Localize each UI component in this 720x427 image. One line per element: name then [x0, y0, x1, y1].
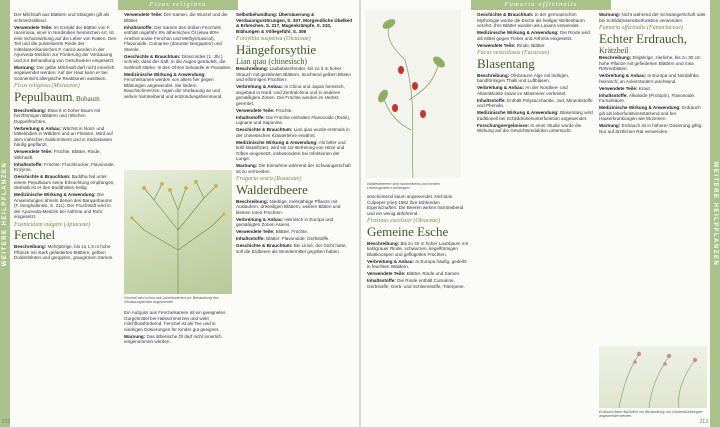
text: Heimisch in Europa und gemäßigten Zonen Asiens.: [236, 216, 334, 227]
fennel-photo: [124, 170, 232, 294]
plant-title: Blasentang: [477, 55, 535, 71]
column-6: [599, 12, 707, 342]
text: Wächst in Nord- und Mittelindien in Wäldern und an Flüssen. Wird auf dem indischen Subkontinent und in Südostasien häufig gepflanzt.: [14, 125, 113, 147]
label: Inhaltsstoffe:: [236, 236, 265, 241]
side-tab-left-label: WEITERE HEILPFLANZEN: [2, 161, 8, 266]
plant-subname: Bobaum: [76, 94, 100, 103]
plant-title: Walderdbeere: [236, 181, 308, 197]
label: Geschichte & Brauchtum:: [14, 174, 71, 179]
fennel-caption: Fenchel wird schon seit Jahrhunderten zur Behandlung des Verdauungstrakts angewendet.: [124, 296, 219, 305]
label: Medizinische Wirkung & Anwendung:: [124, 71, 206, 77]
strawberry-photo: [365, 10, 461, 178]
banner-right: Fumaria officinalis: [471, 0, 611, 10]
plant-subtitle: Lian qiao (chinesisch): [236, 56, 308, 66]
label: Beschreibung:: [599, 55, 632, 60]
label: Verbreitung & Anbau:: [367, 258, 415, 264]
text: Die Früchte enthalten Flavonoide (Rutin), Lignane und Saponine.: [236, 114, 351, 125]
label: Medizinische Wirkung & Anwendung:: [477, 110, 559, 115]
label: Verwendete Teile:: [14, 24, 53, 30]
text: Übersäuerung & Verdauungsstörungen, S. 307, Morgendliche Übelkeit & Erbrechen, S. 317, Magenkrämpfe, S. 310, Blähungen & Völlegefühl, S. 306: [236, 12, 353, 34]
page-number-left: 212: [2, 419, 11, 425]
label: Beschreibung:: [367, 240, 400, 246]
label: Verwendete Teile:: [124, 12, 163, 17]
strawberry-caption: Walderdbeeren sind harntreibend und werden Lebensgeistern vorbeugen.: [367, 182, 441, 191]
text: Der gelbe Milchsaft darf nicht innerlich angewendet werden. Auf der Haut kann er bei Sonnenlicht allergische Reaktionen auslösen.: [14, 64, 115, 81]
side-tab-left: [0, 0, 10, 427]
label: Warnung:: [124, 333, 146, 339]
plant-name: Pepulbaum: [14, 88, 73, 104]
text: Als bitter und kühl klassifiziert, wird sie zur Befreiung von Hitze und Giften eingesetzt, insbesondere bei Infektionen der Lunge.: [236, 139, 346, 161]
text: Buddha hat unter einem Pepulbaum seine Erleuchtung empfangen, deshalb ist er den Buddhisten heilig.: [14, 174, 115, 190]
label: Selbstbehandlung:: [236, 12, 278, 17]
text: Blätter, Rinde und Samen.: [406, 271, 461, 276]
column-2-top: [124, 12, 232, 164]
text: Erdrauch ist in höherer Dosierung giftig. Nur auf ärztlichen Rat verwenden.: [599, 123, 703, 134]
side-tab-right-label: WEITERE HEILPFLANZEN: [712, 161, 718, 266]
label: Beschreibung:: [236, 66, 269, 71]
column-1: [14, 12, 118, 422]
latin-name: Ficus religiosa (Moraceae): [14, 83, 80, 89]
text: Rinde, Blätter.: [516, 42, 546, 48]
label: Inhaltsstoffe:: [599, 92, 628, 98]
text: Die Anwendungen ähneln denen des Banyanbaums (F. benghalensis, S. 211). Der Fruchtsaft wird in der Ayurveda-Medizin bei Asthma und Ruhr eingesetzt.: [14, 192, 112, 219]
side-tab-right: [710, 0, 720, 427]
plant-subtitle: Krätzheil: [599, 45, 629, 55]
text: Blätter, Früchte.: [275, 229, 309, 234]
label: Medizinische Wirkung & Anwendung:: [599, 105, 681, 110]
label: Inhaltsstoffe:: [236, 114, 265, 120]
label: Verbreitung & Anbau:: [14, 125, 62, 131]
text: Der Samen des Süßen Fenchels enthält ungefähr 8% ätherisches Öl (etwa 80% Anethol sowie Fenchon und Methylchavicol), Flavonoide, Cumarine (darunter Bergapten) und Sterole.: [124, 24, 222, 52]
text: Die Rinde enthält Cumarine, Gerbstoffe, Gerb- und Schleimstoffe, Triterpene.: [367, 278, 465, 289]
intro-text: Der Milchsaft aus Blättern und Stängeln gilt als schmerzstillend.: [14, 12, 110, 23]
plant-title: Echter Erdrauch,: [599, 30, 688, 46]
column-5: [477, 12, 593, 422]
text: Früchte: Fruchtzucker, Flavonoide, Enzyme.: [14, 161, 115, 172]
column-4: [367, 194, 471, 422]
label: Verwendete Teile:: [599, 85, 638, 91]
label: Warnung:: [599, 12, 621, 17]
latin-name: Fucus vesiculosus (Fucaceae): [477, 50, 550, 56]
text: Früchte.: [275, 107, 293, 113]
text: Früchte, Blätter, Rinde, Milchsaft.: [14, 149, 101, 160]
label: Beschreibung:: [14, 107, 47, 113]
fennel-lower-text: Ein Aufguss aus Fenchelsamen ist ein geeignetes Gurgelmittel bei Halsschmerzen und wirkt milchflussfördernd. Fenchel ist als Tee und in niedrigen Dosierungen für Kinder gut geeignet.: [124, 310, 226, 332]
text: Einjährige, zierliche, bis zu 30 cm hohe Pflanze mit gefiederten Blättern und rosa Röhrenblüten.: [599, 55, 701, 71]
text: Alkaloide (Protopin), Flavonoide, Fumarsäure.: [599, 92, 696, 103]
label: Verbreitung & Anbau:: [236, 84, 284, 89]
text: Die Rinde wird als Mittel gegen Fieber und Arthritis eingesetzt.: [477, 30, 590, 41]
right-page: [361, 0, 720, 427]
label: Medizinische Wirkung & Anwendung:: [236, 139, 318, 145]
label: Geschichte & Brauchtum:: [236, 127, 293, 132]
latin-name: Fumaria officinalis (Fumariaceae): [599, 25, 683, 31]
text: Blasentang wird traditionell bei Schilddrüsenunterfunktion angewendet.: [477, 110, 593, 121]
label: Verbreitung & Anbau:: [477, 85, 525, 90]
label: Warnung:: [599, 123, 621, 128]
text: Blätter: Flavonoide, Gerbstoffe.: [266, 236, 330, 241]
label: Medizinische Wirkung & Anwendung:: [477, 30, 559, 35]
column-3: [236, 12, 354, 422]
label: Geschichte & Brauchtum:: [124, 53, 181, 59]
label: Geschichte & Brauchtum:: [236, 243, 293, 248]
text: In einer Studie wurde die Wirkung auf die Gewichtsreduktion untersucht.: [477, 122, 582, 133]
text: Kraut.: [638, 85, 652, 91]
text: Dioscorides (1. Jhr.) schrieb, dass der Saft, in die Augen geträufelt, die Sehkraft stärke. In den Ohren behandle er Parasiten.: [124, 53, 232, 70]
plant-title: Pepulbaum, Bobaum: [14, 88, 100, 104]
text: Im Extrakt der Blätter von F. racemosa, einer in Nordindien heimischen Art, ist eine Schutzwirkung auf die Leber von Ratten. Den Teil und die pulverisierte Rinde der mittelamerikanischen F. carica werden in der Ayurveda-Medizin zur Förderung der Verdauung und zur Behandlung von Geschwüren eingesetzt.: [14, 24, 117, 63]
label: Verwendete Teile:: [236, 107, 275, 113]
label: Verwendete Teile:: [367, 271, 406, 276]
text: In Europa und Nordafrika heimisch; an Ackerrändern wachsend.: [599, 73, 699, 84]
strawberry-illustration-icon: [365, 10, 461, 178]
label: Inhaltsstoffe:: [124, 24, 153, 30]
text: Erdrauch gilt als leberfunktionsstärkend und bei Hauterkrankungen wie Ekzemen.: [599, 105, 701, 121]
banner-left: Ficus religiosa: [118, 0, 238, 10]
text: Laubabwerfender, bis zu 3 m hoher Strauch mit gezähnten Blättern, leuchtend gelben Blüten und eiförmigen Früchten.: [236, 66, 351, 82]
fumaria-caption: Erdrauch kann äußerlich zur Behandlung von Hautentzündungen angewendet werden.: [599, 410, 703, 419]
label: Verwendete Teile:: [14, 149, 53, 154]
label: Geschichte & Brauchtum:: [477, 12, 534, 17]
text: Lian qiao wurde erstmals in der chinesischen Kräuterlehre erwähnt.: [236, 127, 350, 138]
latin-name: Fragaria vesca (Rosaceae): [236, 176, 302, 182]
plant-title: Fenchel: [14, 227, 56, 242]
label: Warnung:: [236, 163, 258, 168]
label: Beschreibung:: [14, 244, 47, 249]
text: An der Nordsee- und Atlantikküste sowie im Mittelmeer verbreitet.: [477, 85, 568, 96]
text: Olivbraune Alge mit ledrigen, bandförmigen Thalli und Luftblasen.: [477, 72, 570, 83]
label: Inhaltsstoffe:: [477, 97, 506, 103]
text: Niedrige, mehrjährige Pflanze mit Ausläufern, dreiteiligen Blättern, weißen Blüten und kleinen roten Früchten.: [236, 198, 341, 215]
text: Der Samen, die Wurzel und die Blätter.: [124, 12, 228, 23]
text: Enthält Polysaccharide, Jod, Mineralstoffe und Phenole.: [477, 97, 593, 108]
label: Verwendete Teile:: [236, 229, 275, 234]
text: Das ätherische Öl darf nicht innerlich eingenommen werden.: [124, 333, 222, 344]
page-number-right: 213: [699, 419, 708, 425]
strawberry-text: anscheinend kaum angewendet. Nicholas Culpeper prieş 1652 ihre kühlenden Eigenschaften. Die Beeren wirken harntreibend und ein wenig abführend.: [367, 194, 464, 216]
fumaria-illustration-icon: [599, 346, 707, 408]
latin-name: Forsythia suspensa (Oleaceae): [236, 36, 311, 42]
text: Nicht während der Schwangerschaft oder bei Schilddrüsenüberfunktion verwenden.: [599, 12, 706, 23]
text: Bei Linné, der Gicht hatte, soll die Erdbeere als Wundermittel gegolten haben.: [236, 243, 347, 254]
text: Fenchelsamen werden von alters her gegen Blähungen angewendet. Sie lindern Bauchschmerzen, regen die Verdauung an und wirken harntreibend und entzündungshemmend.: [124, 77, 223, 99]
fumaria-photo: [599, 346, 707, 408]
label: Verwendete Teile:: [477, 42, 516, 48]
text: In der germanischen Mythologie wurde die Esche als heiliger Weltenbaum verehrt. Ihre Blätter wurden als Laxans verwendet.: [477, 12, 585, 28]
fennel-illustration-icon: [124, 170, 232, 294]
label: Warnung:: [14, 64, 36, 70]
text: Mehrjährige, bis zu 1,5 m hohe Pflanze mit stark gefiederten Blättern, gelben Doldenblüten und gerippten, graugrünen Samen.: [14, 244, 114, 260]
label: Medizinische Wirkung & Anwendung:: [14, 192, 96, 197]
column-2-bottom: [124, 310, 232, 422]
label: Inhaltsstoffe:: [367, 278, 396, 283]
text: Bis zu 40 m hoher Laubbaum mit kahlgrauer Rinde, schwarzen, kegelförmigen Blattknospen und geflügelten Früchten.: [367, 240, 468, 257]
label: Forschungsergebnisse:: [477, 122, 530, 128]
label: Beschreibung:: [236, 198, 269, 204]
text: In Europa häufig, gedeiht in feuchten Wäldern.: [367, 258, 467, 269]
latin-name: Foeniculum vulgare (Apiaceae): [14, 221, 91, 228]
latin-name: Fraxinus excelsior (Oleaceae): [367, 218, 440, 224]
label: Beschreibung:: [477, 72, 510, 78]
left-page: [0, 0, 359, 427]
plant-title: Hängeforsythie: [236, 41, 317, 57]
text: In China und Japan heimisch, angebaut in Nord- und Zentralchina und in anderen gemäßigten Zonen. Die Früchte werden im Herbst geerntet.: [236, 84, 345, 106]
label: Verbreitung & Anbau:: [236, 216, 284, 222]
plant-title: Gemeine Esche: [367, 223, 449, 239]
text: Die Einnahme während der Schwangerschaft ist zu vermeiden.: [236, 163, 351, 174]
label: Verbreitung & Anbau:: [599, 73, 647, 78]
text: Etwa 8 m hoher Baum mit herzförmigen Blättern und rötlichen Doppelfrüchten.: [14, 107, 101, 124]
label: Inhaltsstoffe:: [14, 161, 43, 167]
